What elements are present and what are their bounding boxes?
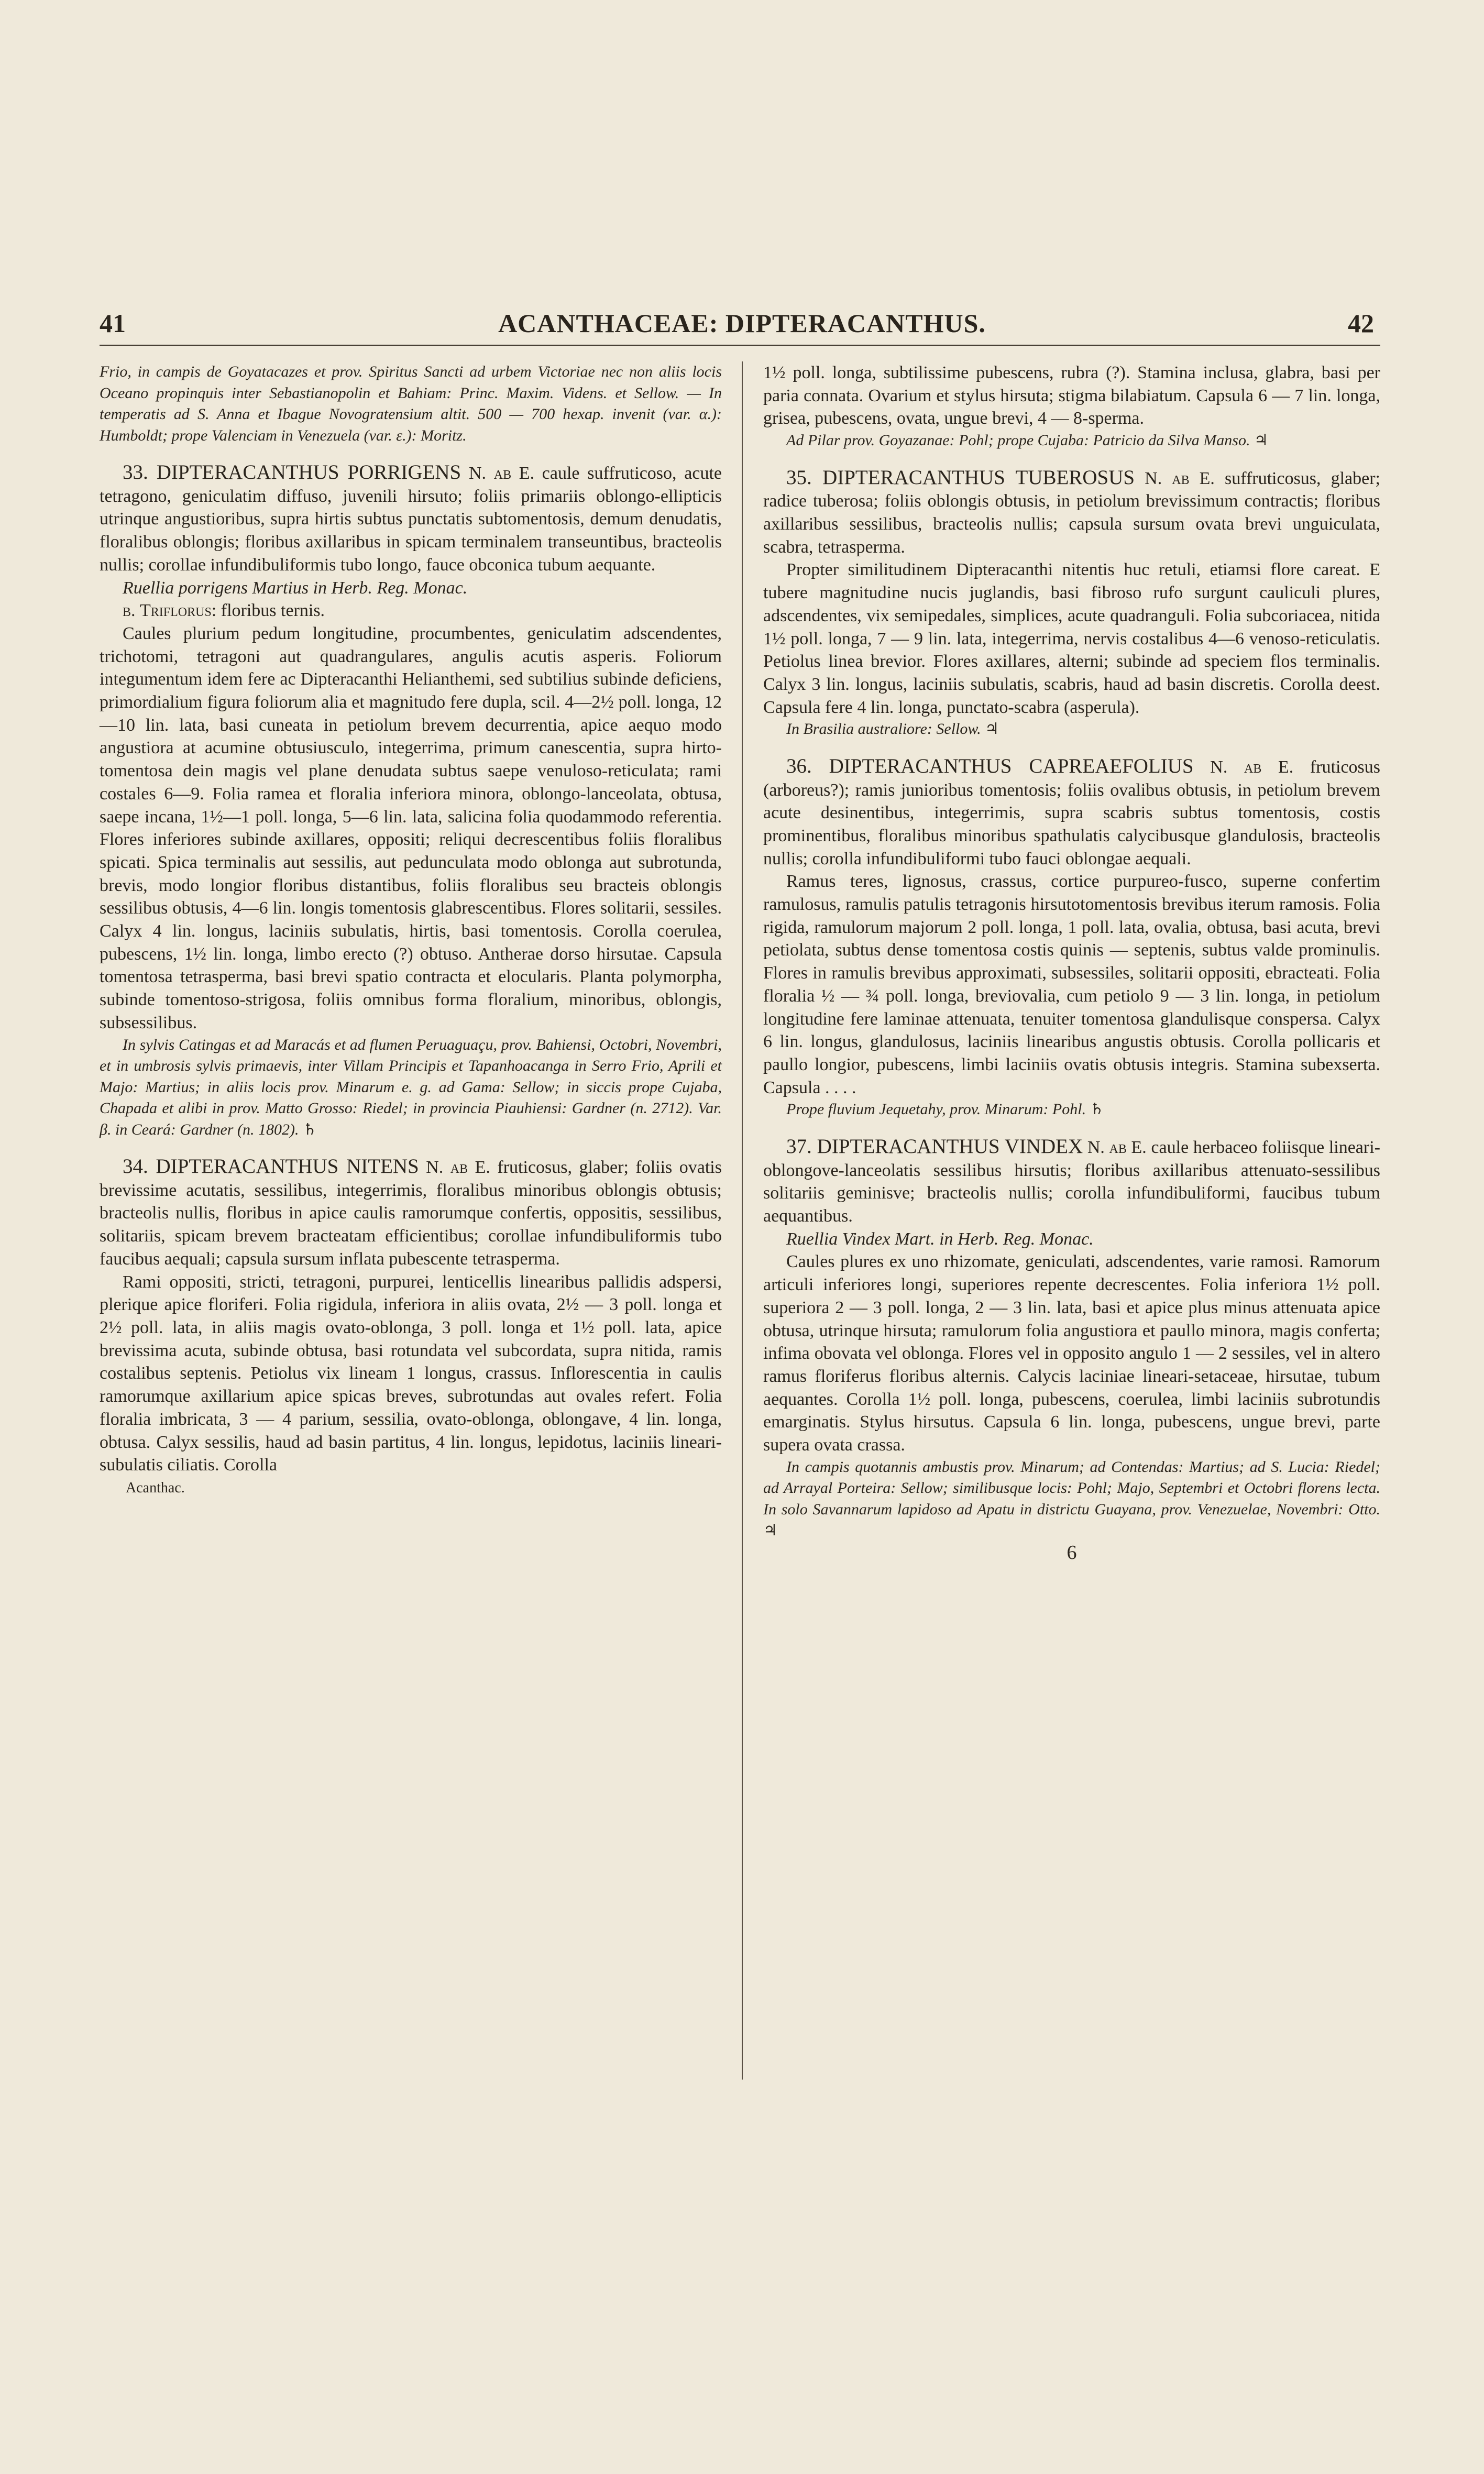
species-37-synonym: Ruellia Vindex Mart. in Herb. Reg. Monac.: [786, 1229, 1094, 1249]
species-33-localities: In sylvis Catingas et ad Maracás et ad flumen Peruaguaçu, prov. Bahiensi, Octobri, Novembri, et in umbrosis sylvis primaevis, inter Villam Principis et Tapanhoacanga in Serro Frio, Aprili et Majo: Martius; in aliis locis prov. Minarum e. g. ad Gama: Sellow; in siccis prope Cujaba, Chapada et alibi in prov. Matto Grosso: Riedel; in provincia Piauhiensi: Gardner (n. 2712). Var. β. in Ceará: Gardner (n. 1802). ♄: [100, 1036, 722, 1138]
species-36-description: Ramus teres, lignosus, crassus, cortice purpureo-fusco, superne confertim ramulosus, ramulis patulis tetragonis hirsutotomentosis brevibus iterum ramosis. Folia rigida, ramulorum majorum 2 poll. longa, 1 poll. lata, ovalia, obtusa, basi acuta, brevi petiolata, subtus dense tomentosa costis quinis — septenis, subtus valde prominulis. Flores in ramulis brevibus approximati, subsessiles, solitarii oppositi, ebracteati. Folia floralia ½ — ¾ poll. longa, breviovalia, cum petiolo 9 — 3 lin. longa, in petiolum longitudine fere laminae attenuata, tenuiter tomentosa glandulisque conspersa. Calyx 6 lin. longus, glandulosus, laciniis linearibus angustis obtusis. Corolla pollicaris et paullo longior, pubescens, limbi laciniis ovatis obtusis integris. Stamina subexserta. Capsula . . . .: [763, 872, 1380, 1097]
species-34-description: Rami oppositi, stricti, tetragoni, purpurei, lenticellis linearibus pallidis adspersi, plerique apice floriferi. Folia rigidula, inferiora in aliis ovata, 2½ — 3 poll. longa et 2½ poll. lata, in aliis magis ovato-oblonga, 3 poll. longa et 1½ poll. lata, apice brevissima acuta, subinde obtusa, basi rotundata vel subcordata, supra nitida, ramis costalibus septenis. Petiolus vix lineam 1 longus, crassus. Inflorescentia in caulis ramorumque axillarium apice spicas breves, subrotundas aut ovales refert. Folia floralia imbricata, 3 — 4 parium, sessilia, ovato-oblonga, oblongave, 4 lin. longa, obtusa. Calyx sessilis, haud ad basin partitus, 4 lin. longus, lepidotus, laciniis lineari-subulatis ciliatis. Corolla: [100, 1272, 722, 1475]
sheet-number: 6: [1067, 1541, 1077, 1564]
diagnosis-text: fruticosus, glaber; foliis ovatis brevissime acutatis, sessilibus, integerrimis, floralibus minoribus oblongis obtusis; bracteolis nullis, floribus in apice caulis ramorumque confertis, oppositis, sessilibus, solitariis, spicam brevem bracteatam efficientibus; corollae infundibuliformis tubo faucibus aequali; capsula sursum inflata pubescente tetrasperma.: [100, 1158, 722, 1269]
author-abbrev: N. ab E.: [1083, 1137, 1147, 1157]
species-33-heading: 33. DIPTERACANTHUS PORRIGENS: [123, 461, 461, 483]
species-37-localities: In campis quotannis ambustis prov. Minarum; ad Contendas: Martius; ad S. Lucia: Riedel; ad Arrayal Porteira: Sellow; similibusque locis: Pohl; Majo, Septembri et Octobri florens lecta. In solo Savannarum lapidoso ad Apatu in districtu Guayana, prov. Venezuelae, Novembri: Otto. ♃: [763, 1458, 1380, 1540]
species-37-heading: 37. DIPTERACANTHUS VINDEX: [786, 1135, 1083, 1158]
diagnosis-text: fruticosus (arboreus?); ramis junioribus tomentosis; foliis ovalibus obtusis, in petiolum brevem acute desinentibus, integerrimis, supra scabris subtus tomentosis, costis prominentibus, floralibus minoribus spathulatis calycibusque glandulosis, bracteolis nullis; corolla infundibuliformi tubo fauci oblongae aequali.: [763, 757, 1380, 868]
author-abbrev: N. ab E.: [1135, 468, 1215, 488]
page-number-right: 42: [1348, 309, 1374, 338]
right-column: [763, 361, 1380, 1564]
variety-label: β. Triflorus:: [123, 601, 217, 621]
variety-text: floribus ternis.: [216, 601, 325, 621]
author-abbrev: N. ab E.: [461, 464, 535, 483]
species-33-diagnosis: [100, 461, 722, 577]
species-35-description: Propter similitudinem Dipteracanthi nitentis huc retuli, etiamsi flore careat. E tubere magnitudine nucis juglandis, basi fibroso rufo surgunt cauliculi plures, adscendentes, vix semipedales, simplices, acute quadranguli. Folia subcoriacea, nitida 1½ poll. longa, 7 — 9 lin. lata, integerrima, nervis costalibus 4—6 venoso-reticulatis. Petiolus linea brevior. Flores axillares, alterni; subinde ad speciem flos terminalis. Calyx 3 lin. longus, laciniis subulatis, scabris, haud ad basin discretis. Corolla deest. Capsula fere 4 lin. longa, punctato-scabra (asperula).: [763, 560, 1380, 717]
species-34-heading: 34. DIPTERACANTHUS NITENS: [123, 1155, 419, 1178]
column-divider: [742, 361, 743, 2080]
species-34-diagnosis: [100, 1155, 722, 1271]
signature-mark: Acanthac.: [126, 1479, 185, 1496]
species-35-localities: In Brasilia australiore: Sellow. ♃: [786, 720, 999, 738]
left-column: [100, 361, 722, 1500]
diagnosis-text: caule herbaceo foliisque lineari-oblongove-lanceolatis sessilibus hirsutis; floribus axillaribus attenuato-sessilibus solitariis geminisve; bracteolis nullis; corolla infundibuliformi, faucibus tubum aequantibus.: [763, 1137, 1380, 1226]
continued-description: 1½ poll. longa, subtilissime pubescens, rubra (?). Stamina inclusa, glabra, basi per paria connata. Ovarium et stylus hirsuta; stigma bilabiatum. Capsula 6 — 7 lin. longa, grisea, pubescens, ovata, ungue brevi, 4 — 8-sperma.: [763, 363, 1380, 428]
species-33-description: Caules plurium pedum longitudine, procumbentes, geniculatim adscendentes, trichotomi, tetragoni aut quadrangulares, angulis acutis asperis. Foliorum integumentum idem fere ac Dipteracanthi Helianthemi, sed subtilius subinde deficiens, primordialium figura foliorum alia et magnitudo fere dupla, scil. 4—2½ poll. longa, 12—10 lin. lata, basi cuneata in petiolum brevem decurrentia, apice aequo modo angustiora at acumine obtusiusculo, integerrima, primum canescentia, supra hirto-tomentosa dein magis vel plane denudata subtus saepe venuloso-reticulata; rami costales 6—9. Folia ramea et floralia inferiora minora, oblongo-lanceolata, obtusa, saepe incana, 1½—1 poll. longa, 5—6 lin. lata, salicina folia quodammodo referentia. Flores inferiores subinde axillares, oppositi; reliqui decrescentibus foliis floralibus spicati. Spica terminalis aut sessilis, aut pedunculata modo oblonga aut subrotunda, brevis, modo longior floribus distantibus, foliis floralibus seu bracteis oblongis sessilibus obtusis, 4—6 lin. longis tomentosis glabrescentibus. Flores solitarii, sessiles. Calyx 4 lin. longus, laciniis subulatis, hirtis, basi tomentosis. Corolla coerulea, pubescens, 1½ lin. longa, limbo erecto (?) obtuso. Antherae dorso hirsutae. Capsula tomentosa tetrasperma, basi brevi spatio contracta et elocularis. Planta polymorpha, subinde tomentoso-strigosa, foliis omnibus forma floralium, minoribus, oblongis, subsessilibus.: [100, 623, 722, 1032]
diagnosis-text: caule suffruticoso, acute tetragono, geniculatim diffuso, juvenili hirsuto; foliis primariis oblongo-ellipticis utrinque angustioribus, supra hirtis subtus punctatis subtomentosis, demum denudatis, floralibus oblongis; floribus axillaribus in spicam terminalem transeuntibus, bracteolis nullis; corollae infundibuliformis tubo longo, fauce obconica tubum aequante.: [100, 464, 722, 575]
running-title: ACANTHACEAE: DIPTERACANTHUS.: [498, 309, 986, 338]
species-37-diagnosis: [763, 1135, 1380, 1228]
species-35-diagnosis: [763, 466, 1380, 559]
header-rule: [100, 345, 1380, 346]
species-36-localities: Prope fluvium Jequetahy, prov. Minarum: Pohl. ♄: [786, 1101, 1104, 1118]
author-abbrev: N. ab E.: [1193, 757, 1294, 777]
species-33-variety: [100, 599, 722, 622]
page-number-left: 41: [100, 309, 126, 338]
species-36-diagnosis: [763, 755, 1380, 871]
species-33-synonym: Ruellia porrigens Martius in Herb. Reg. Monac.: [123, 578, 468, 598]
species-37-description: Caules plures ex uno rhizomate, geniculati, adscendentes, varie ramosi. Ramorum articuli inferiores longi, superiores repente decrescentes. Folia inferiora 1½ poll. superiora 2 — 3 poll. longa, 2 — 3 lin. lata, basi et apice plus minus attenuata apice obtusa, utrinque hirsuta; ramulorum folia angustiora et paullo minora, magis conferta; infima obovata vel oblonga. Flores vel in opposito angulo 1 — 2 sessiles, vel in altero ramus floriferus floribus alternis. Calycis laciniae lineari-setaceae, hirsutae, tubum aequantes. Corolla 1½ poll. longa, pubescens, coerulea, limbi laciniis subrotundis emarginatis. Stylus hirsutus. Capsula 6 lin. longa, pubescens, ungue brevi, parte supera ovata crassa.: [763, 1252, 1380, 1455]
locality-paragraph: Frio, in campis de Goyatacazes et prov. Spiritus Sancti ad urbem Victoriae nec non aliis locis Oceano propinquis inter Sebastianopolin et Bahiam: Princ. Maxim. Videns. et Sellow. — In temperatis ad S. Anna et Ibague Novogratensium altit. 500 — 700 hexap. invenit (var. α.): Humboldt; prope Valenciam in Venezuela (var. ε.): Moritz.: [100, 363, 722, 444]
continued-localities: Ad Pilar prov. Goyazanae: Pohl; prope Cujaba: Patricio da Silva Manso. ♃: [786, 432, 1268, 449]
author-abbrev: N. ab E.: [419, 1158, 490, 1178]
diagnosis-text: suffruticosus, glaber; radice tuberosa; foliis oblongis obtusis, in petiolum brevissimum contractis; floribus axillaribus sessilibus, bracteolis nullis; capsula sursum ovata brevi unguiculata, scabra, tetrasperma.: [763, 468, 1380, 557]
species-35-heading: 35. DIPTERACANTHUS TUBEROSUS: [786, 466, 1135, 489]
species-36-heading: 36. DIPTERACANTHUS CAPREAEFOLIUS: [786, 754, 1194, 777]
